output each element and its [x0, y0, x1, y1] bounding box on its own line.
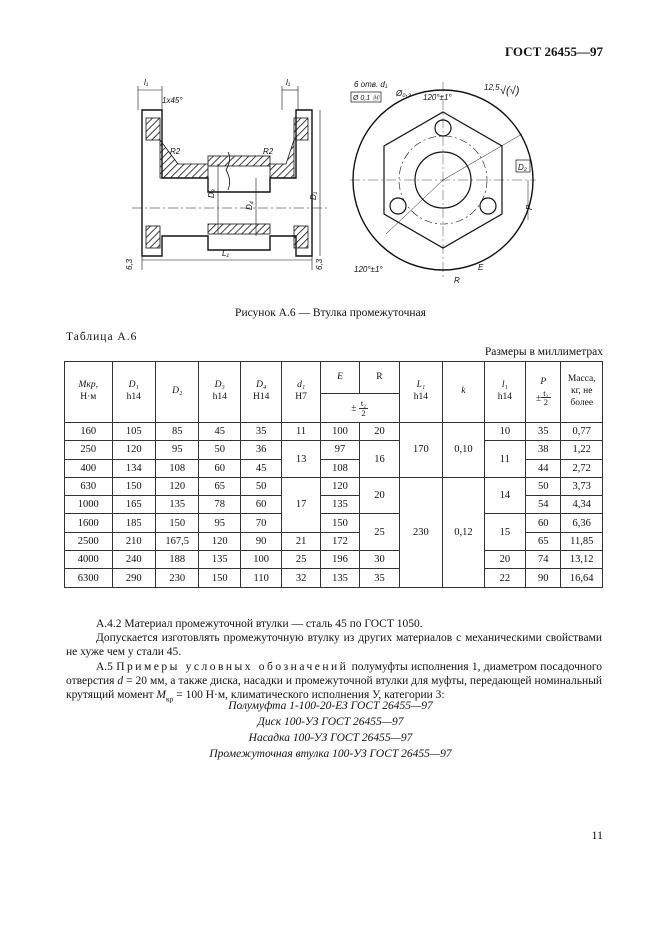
svg-text:D₁: D₁ [309, 191, 318, 200]
table-row: 630 150 120 65 50 17 120 20 230 0,12 14 50 3,73 [65, 477, 603, 495]
table-row: 1600 185 150 95 70 150 25 15 60 6,36 [65, 514, 603, 532]
svg-text:120°±1°: 120°±1° [354, 265, 383, 274]
example-disk: Диск 100-УЗ ГОСТ 26455—97 [257, 716, 404, 728]
page-number: 11 [591, 828, 603, 842]
table-row: 160 105 85 45 35 11 100 20 170 0,10 10 35 0,77 [65, 423, 603, 441]
svg-text:P: P [525, 204, 534, 210]
table-title: Таблица А.6 [66, 331, 138, 343]
svg-text:l₁: l₁ [286, 78, 291, 87]
svg-text:6 отв. d₁: 6 отв. d₁ [354, 80, 388, 89]
table-row: 6300 290 230 150 110 32 135 35 22 90 16,64 [65, 569, 603, 587]
table-row: 1000 165 135 78 60 135 54 4,34 [65, 496, 603, 514]
table-units: Размеры в миллиметрах [484, 346, 603, 358]
standard-header: ГОСТ 26455—97 [504, 44, 603, 59]
figure-caption: Рисунок А.6 — Втулка промежуточная [235, 307, 426, 319]
example-attachment: Насадка 100-УЗ ГОСТ 26455—97 [248, 732, 413, 744]
svg-text:R2: R2 [263, 147, 274, 156]
svg-text:L₁: L₁ [222, 249, 229, 258]
svg-text:12,5: 12,5 [484, 83, 500, 92]
svg-text:6,3: 6,3 [315, 258, 324, 270]
sleeve-section-view [125, 78, 328, 270]
svg-text:Ø 0,1 Ⓜ: Ø 0,1 Ⓜ [353, 95, 380, 102]
example-intermediate-sleeve: Промежуточная втулка 100-УЗ ГОСТ 26455—97 [209, 748, 452, 760]
svg-text:6,3: 6,3 [125, 258, 134, 270]
table-row: 2500 210 167,5 120 90 21 172 65 11,85 [65, 532, 603, 550]
paragraph-material: А.4.2 Материал промежуточной втулки — сталь 45 по ГОСТ 1050. [96, 618, 423, 630]
sleeve-end-view [350, 80, 536, 285]
svg-text:R2: R2 [170, 147, 181, 156]
svg-text:D₃: D₃ [207, 189, 216, 198]
svg-text:D₂: D₂ [518, 163, 527, 172]
svg-text:E: E [478, 263, 484, 272]
paragraph-examples: А.5 Примеры условных обозначений полумуфты исполнения 1, диаметром посадочного отверстия d = 20 мм, а также диска, насадки и промежуточной втулки для муфты, передающей номинальный крутящий момент $M_{кр} = 100$ Н·м, климатического исполнения У, категории 3: [66, 661, 603, 704]
example-half-coupling: Полумуфта 1-100-20-ЕЗ ГОСТ 26455—97 [228, 700, 433, 712]
svg-text:120°±1°: 120°±1° [423, 93, 452, 102]
svg-text:D₄: D₄ [245, 201, 254, 210]
technical-drawing [118, 60, 558, 300]
svg-text:√(√): √(√) [500, 85, 520, 97]
table-row: 4000 240 188 135 100 25 196 30 20 74 13,12 [65, 551, 603, 569]
svg-text:1х45°: 1х45° [162, 96, 183, 105]
table-row: 250 120 95 50 36 13 97 16 11 38 1,22 [65, 441, 603, 459]
paragraph-alternatives: Допускается изготовлять промежуточную втулку из других материалов с механическими свойствами не хуже чем у стали 45. [66, 632, 602, 659]
dimensions-table: Mкр, Н·м D₁ h14 D₂ D₃ h14 D₄ H14 d₁ H7 E R L₁ h14 k l₁ h14 P ± $\frac{\text{t₂}}{2}$ Масса, кг, не более ± $\frac{\text{t₂}}{2}$ 160 105 85 45 35 11 100 20 170 0,10 10 35 0,77 250 120 95 50 36 13 97 16 11 38 1,22 400 134 108 60 45 108 44 2,72 630 150 120 65 50 17 120 20 230 0,12 14 50 3,73 1000 165 135 78 60 135 54 4,34 1600 185 150 95 70 150 25 15 60 6,36 2500 210 167,5 120 90 21 172 65 11,85 4000 240 188 135 100 25 196 30 20 74 13,12 6300 290 230 150 110 32 135 35 22 90 16,64 [64, 361, 603, 588]
svg-text:Ø₀,₂: Ø₀,₂ [396, 89, 411, 98]
svg-text:l₁: l₁ [144, 78, 149, 87]
svg-text:R: R [454, 276, 460, 285]
table-row: 400 134 108 60 45 108 44 2,72 [65, 459, 603, 477]
